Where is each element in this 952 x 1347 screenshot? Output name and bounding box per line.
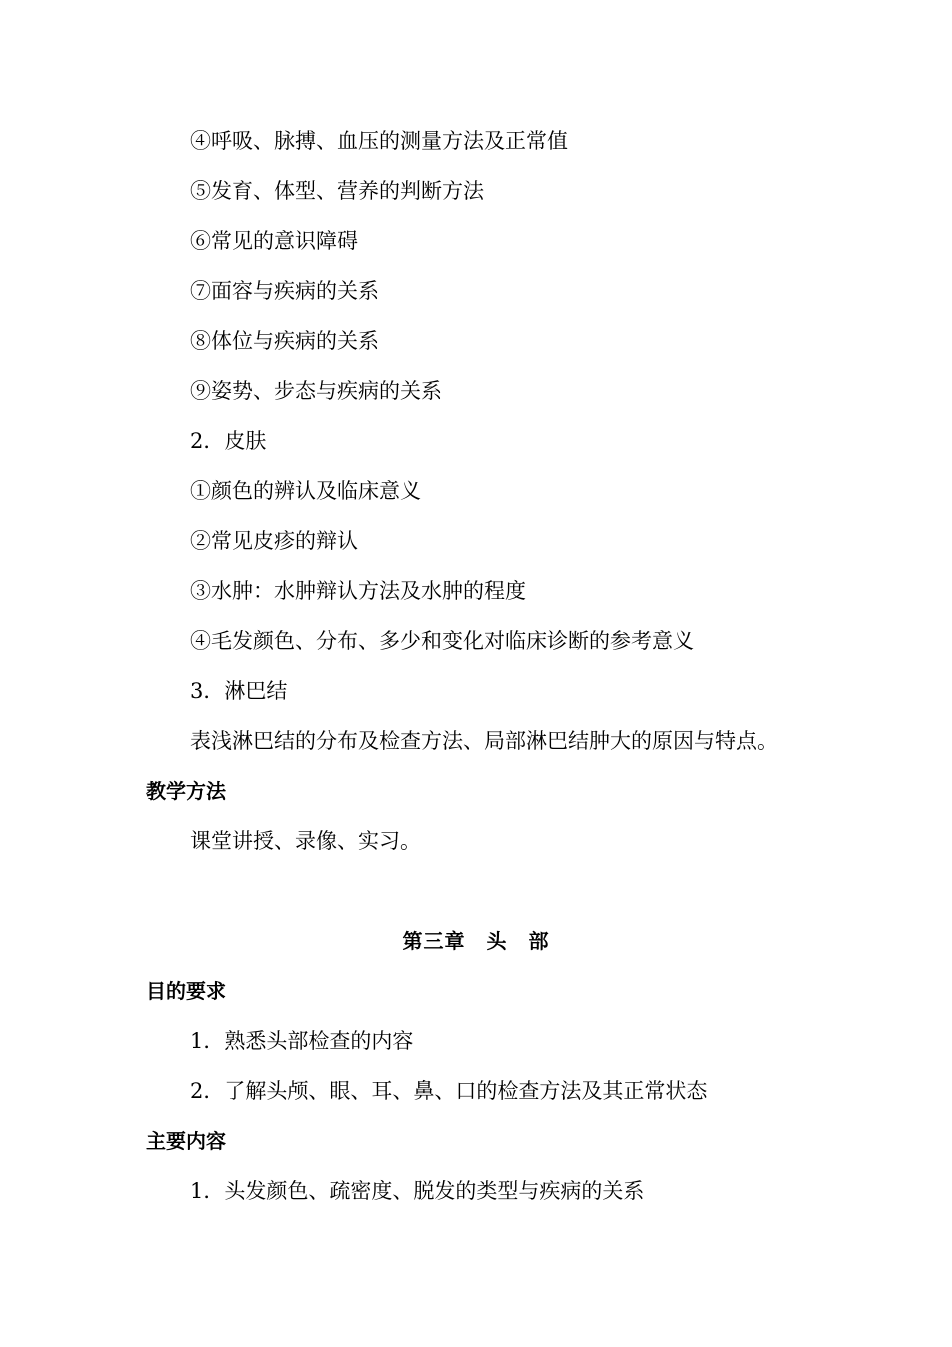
paragraph: 课堂讲授、录像、实习。 (190, 829, 421, 853)
list-item: ⑤发育、体型、营养的判断方法 (190, 179, 484, 203)
list-item: ④呼吸、脉搏、血压的测量方法及正常值 (190, 129, 568, 153)
list-item: ⑥常见的意识障碍 (190, 229, 358, 253)
list-item: ⑦面容与疾病的关系 (190, 279, 379, 303)
list-item: 2．了解头颅、眼、耳、鼻、口的检查方法及其正常状态 (190, 1079, 708, 1103)
list-item: ③水肿：水肿辩认方法及水肿的程度 (190, 579, 526, 603)
subsection-title-lymph: 3．淋巴结 (190, 679, 288, 703)
list-item: 1．头发颜色、疏密度、脱发的类型与疾病的关系 (190, 1179, 645, 1203)
subsection-title-skin: 2．皮肤 (190, 429, 267, 453)
section-heading-teaching: 教学方法 (146, 779, 226, 803)
paragraph: 表浅淋巴结的分布及检查方法、局部淋巴结肿大的原因与特点。 (190, 729, 778, 753)
list-item: ⑨姿势、步态与疾病的关系 (190, 379, 442, 403)
list-item: ⑧体位与疾病的关系 (190, 329, 379, 353)
chapter-title: 第三章 头 部 (402, 929, 550, 953)
list-item: ④毛发颜色、分布、多少和变化对临床诊断的参考意义 (190, 629, 694, 653)
section-heading-objectives: 目的要求 (146, 979, 226, 1003)
section-heading-content: 主要内容 (146, 1129, 226, 1153)
list-item: ②常见皮疹的辩认 (190, 529, 358, 553)
list-item: 1．熟悉头部检查的内容 (190, 1029, 414, 1053)
list-item: ①颜色的辨认及临床意义 (190, 479, 421, 503)
